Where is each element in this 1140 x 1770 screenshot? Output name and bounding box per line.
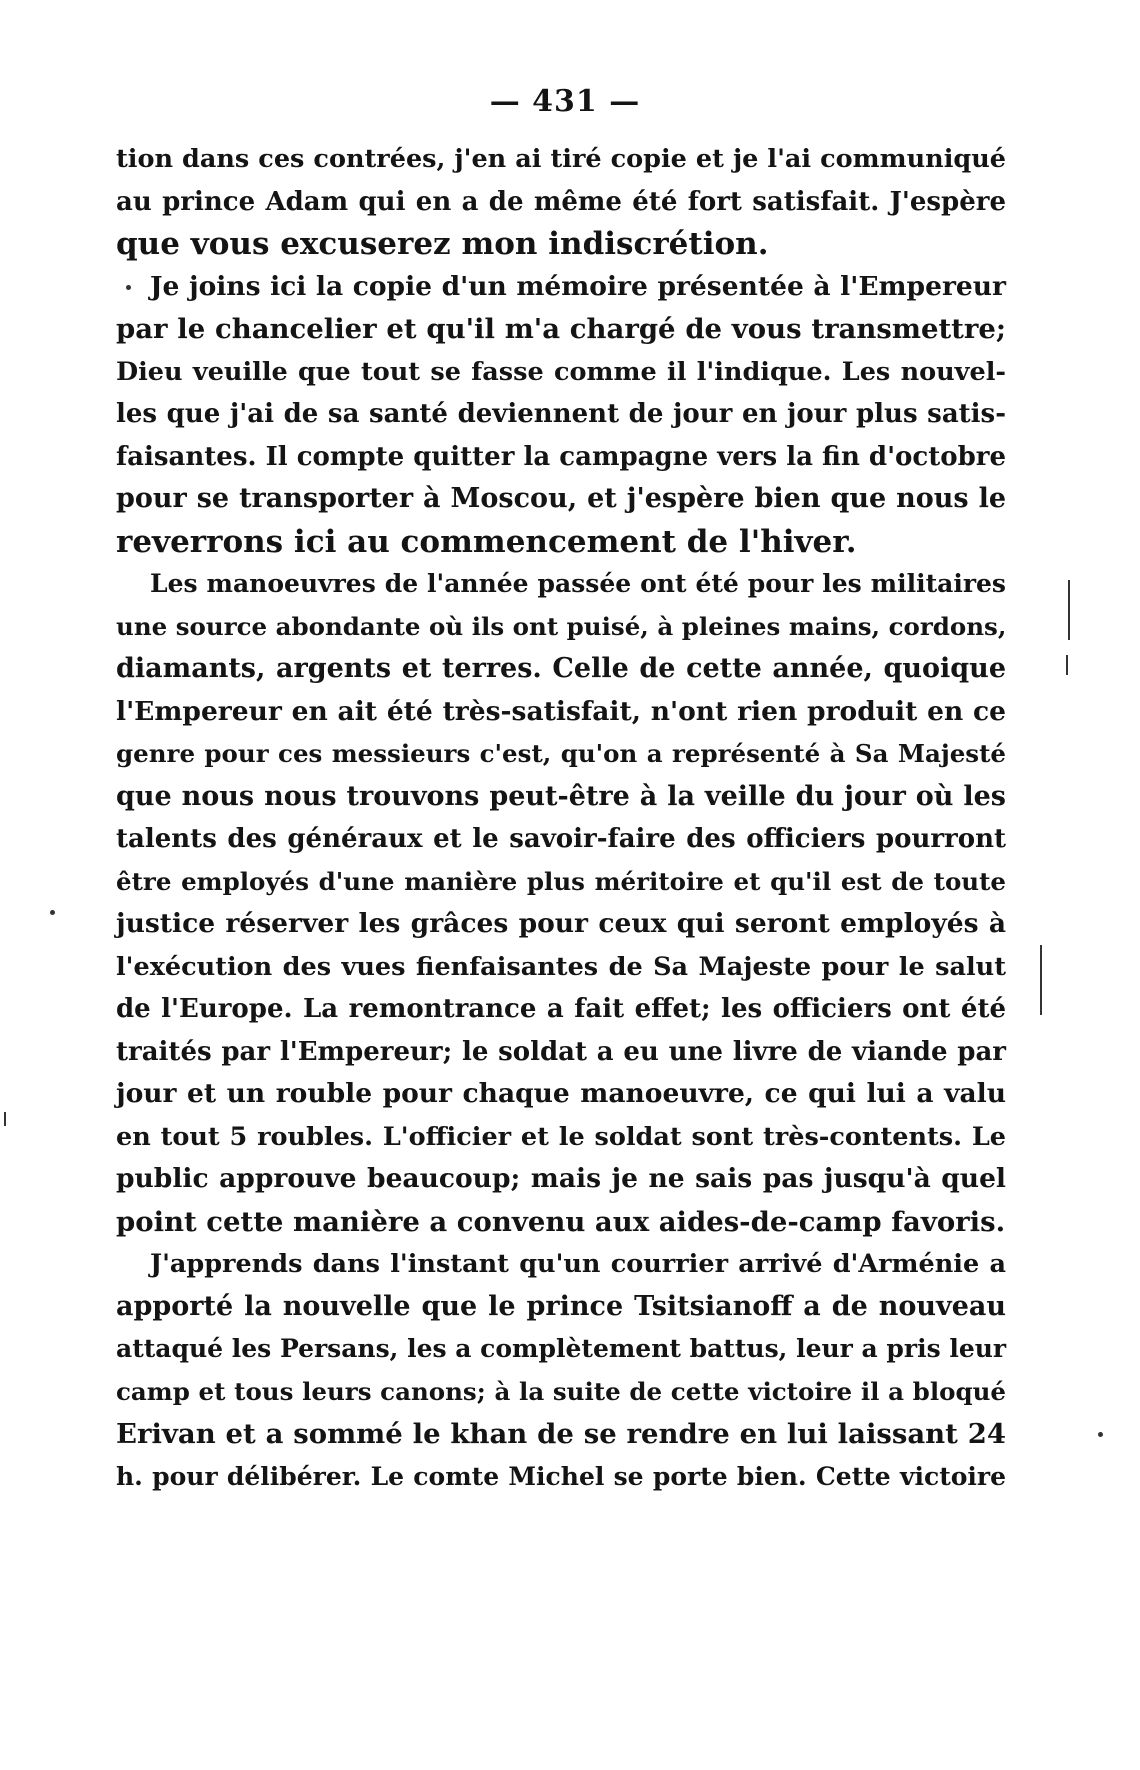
text-line: public approuve beaucoup; mais je ne sais pas jusqu'à quel [116,1163,1006,1194]
margin-mark [1040,945,1042,1015]
margin-dot [126,285,131,290]
text-line: apporté la nouvelle que le prince Tsitsianoff a de nouveau [116,1290,1006,1322]
margin-mark [1068,580,1070,640]
text-line: que vous excuserez mon indiscrétion. [116,226,769,262]
text-line: traités par l'Empereur; le soldat a eu une livre de viande par [116,1036,1006,1067]
text-line: tion dans ces contrées, j'en ai tiré copie et je l'ai communiqué [116,144,1006,174]
text-line: Dieu veuille que tout se fasse comme il l'indique. Les nouvel- [116,356,1006,387]
text-line: jour et un rouble pour chaque manoeuvre, ce qui lui a valu [116,1078,1006,1109]
text-line: une source abondante où ils ont puisé, à pleines mains, cordons, [116,611,1007,641]
text-line: de l'Europe. La remontrance a fait effet; les officiers ont été [116,994,1006,1024]
text-line: Les manoeuvres de l'année passée ont été pour les militaires [150,569,1006,598]
text-line: reverrons ici au commencement de l'hiver. [116,523,857,560]
text-line: Je joins ici la copie d'un mémoire présentée à l'Empereur [150,270,1006,302]
text-line: camp et tous leurs canons; à la suite de cette victoire il a bloqué [116,1376,1006,1406]
text-line: l'Empereur en ait été très-satisfait, n'ont rien produit en ce [116,695,1006,727]
text-line: en tout 5 roubles. L'officier et le soldat sont très-contents. Le [116,1121,1006,1152]
text-line: h. pour délibérer. Le comte Michel se porte bien. Cette victoire [116,1461,1006,1491]
text-line: pour se transporter à Moscou, et j'espère bien que nous le [116,483,1006,514]
text-line: point cette manière a convenu aux aides-de-camp favoris. [116,1205,1006,1238]
body-text [116,138,1006,1498]
text-line: justice réserver les grâces pour ceux qui seront employés à [116,908,1006,939]
margin-mark [1066,655,1068,675]
text-line: au prince Adam qui en a de même été fort satisfait. J'espère [116,186,1006,217]
margin-dot [50,910,55,915]
text-line: diamants, argents et terres. Celle de cette année, quoique [116,653,1006,684]
text-line: par le chancelier et qu'il m'a chargé de vous transmettre; [116,313,1006,345]
text-line: l'exécution des vues fienfaisantes de Sa Majeste pour le salut [116,951,1006,982]
text-line: faisantes. Il compte quitter la campagne vers la fin d'octobre [116,441,1006,472]
text-line: Erivan et a sommé le khan de se rendre en lui laissant 24 [116,1418,1006,1450]
margin-mark [4,1112,6,1126]
text-line: attaqué les Persans, les a complètement battus, leur a pris leur [116,1334,1007,1363]
text-line: que nous nous trouvons peut-être à la veille du jour où les [116,780,1006,812]
text-line: J'apprends dans l'instant qu'un courrier arrivé d'Arménie a [150,1249,1006,1279]
text-line: talents des généraux et le savoir-faire des officiers pourront [116,824,1006,854]
page-number: — 431 — [489,84,641,119]
text-line: être employés d'une manière plus méritoire et qu'il est de toute [116,866,1006,896]
text-line: genre pour ces messieurs c'est, qu'on a représenté à Sa Majesté [116,739,1006,768]
text-line: les que j'ai de sa santé deviennent de jour en jour plus satis- [116,399,1006,429]
margin-dot [1098,1432,1103,1437]
